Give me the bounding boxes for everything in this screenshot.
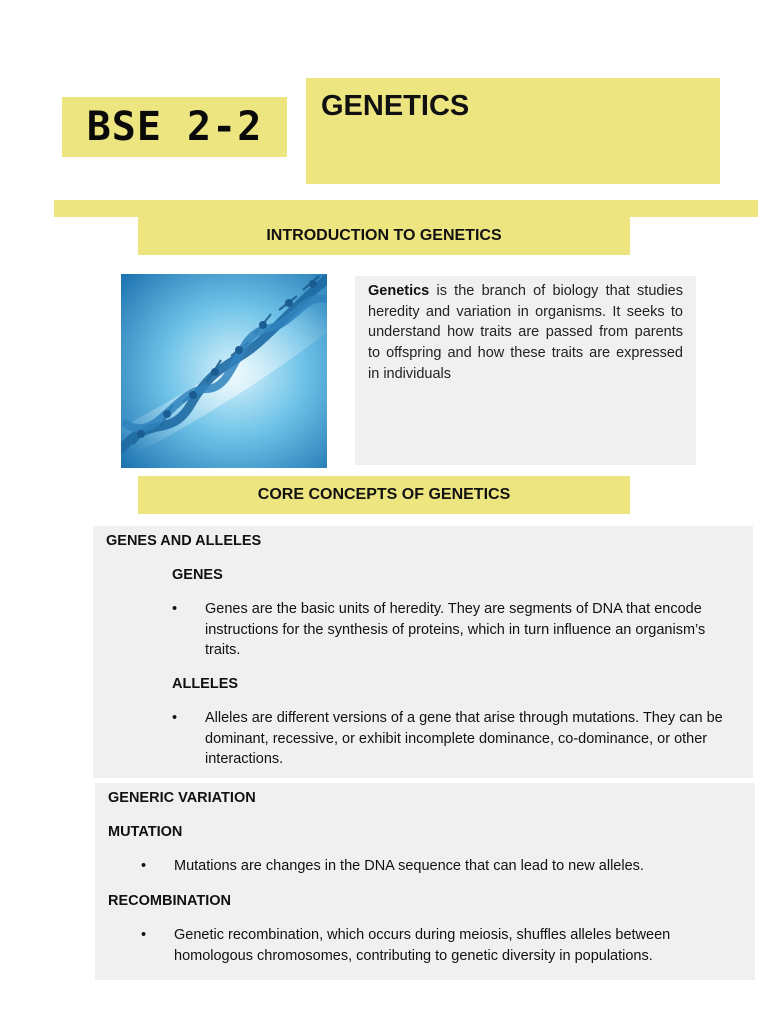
dna-helix-icon (121, 274, 327, 468)
course-code: BSE 2-2 (86, 104, 263, 150)
variation-heading: GENERIC VARIATION (108, 790, 256, 806)
course-code-box (62, 97, 287, 157)
alleles-description: Alleles are different versions of a gene that arise through mutations. They can be dominant, recessive, or exhibit incomplete dominance, co-dominance, or other interactions. (205, 710, 723, 767)
mutation-description: Mutations are changes in the DNA sequence that can lead to new alleles. (174, 858, 644, 874)
alleles-heading: ALLELES (172, 676, 239, 692)
intro-definition: is the branch of biology that studies heredity and variation in organisms. It seeks to understand how traits are passed from parents to offspring and how these traits are expressed in individuals (368, 283, 683, 382)
bullet-icon: • (172, 710, 178, 726)
bullet-icon: • (172, 601, 178, 617)
intro-section-banner: INTRODUCTION TO GENETICS (138, 217, 630, 255)
intro-term: Genetics (368, 283, 430, 299)
core-section-banner: CORE CONCEPTS OF GENETICS (138, 476, 630, 514)
intro-paragraph (368, 281, 683, 385)
genes-alleles-heading: GENES AND ALLELES (106, 533, 262, 549)
recombination-heading: RECOMBINATION (108, 893, 231, 909)
genes-alleles-panel (93, 526, 753, 778)
intro-text-box (355, 276, 696, 465)
mutation-heading: MUTATION (108, 824, 183, 840)
bullet-icon: • (141, 927, 147, 943)
page-title: GENETICS (321, 90, 470, 122)
header-divider (54, 200, 758, 217)
variation-panel (95, 783, 755, 980)
title-box (306, 78, 720, 184)
bullet-icon: • (141, 858, 147, 874)
genes-heading: GENES (172, 567, 223, 583)
genes-description: Genes are the basic units of heredity. They are segments of DNA that encode instructions for the synthesis of proteins, which in turn influence an organism’s traits. (205, 601, 706, 658)
recombination-description: Genetic recombination, which occurs during meiosis, shuffles alleles between homologous chromosomes, contributing to genetic diversity in populations. (174, 927, 671, 964)
